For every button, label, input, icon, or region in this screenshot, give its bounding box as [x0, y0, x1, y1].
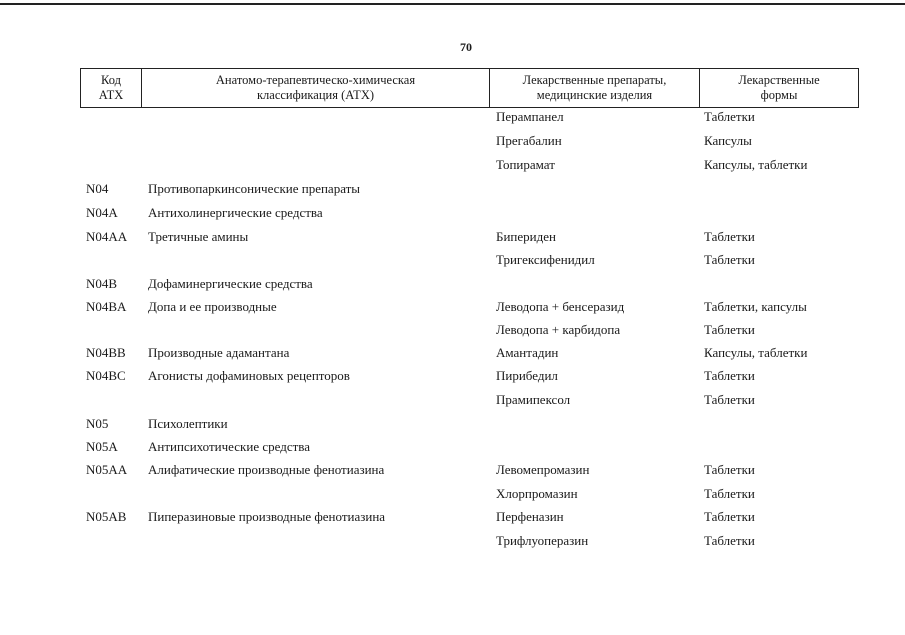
- row-form: Таблетки: [704, 109, 755, 124]
- row-form: Таблетки, капсулы: [704, 299, 807, 314]
- table-row: [0, 461, 905, 479]
- row-classification: Алифатические производные фенотиазина: [148, 462, 385, 477]
- row-classification: Агонисты дофаминовых рецепторов: [148, 368, 350, 383]
- row-drug: Пирибедил: [496, 368, 558, 383]
- row-form: Таблетки: [704, 252, 755, 267]
- row-form: Таблетки: [704, 368, 755, 383]
- row-classification: Антихолинергические средства: [148, 205, 323, 220]
- row-drug: Перампанел: [496, 109, 564, 124]
- header-classification: Анатомо-терапевтическо-химическая классификация (АТХ): [142, 69, 490, 107]
- table-row: [0, 344, 905, 362]
- table-row: [0, 180, 905, 198]
- row-drug: Бипериден: [496, 229, 556, 244]
- row-classification: Третичные амины: [148, 229, 249, 244]
- row-classification: Производные адамантана: [148, 345, 290, 360]
- table-row: [0, 508, 905, 526]
- row-form: Капсулы: [704, 133, 752, 148]
- table-row: [0, 108, 905, 126]
- header-forms: Лекарственные формы: [738, 73, 820, 102]
- row-classification: Противопаркинсонические препараты: [148, 181, 361, 196]
- row-drug: Прамипексол: [496, 392, 571, 407]
- row-drug: Тригексифенидил: [496, 252, 595, 267]
- row-classification: Антипсихотические средства: [148, 439, 311, 454]
- table-row: [0, 532, 905, 550]
- row-classification: Дофаминергические средства: [148, 276, 313, 291]
- row-form: Капсулы, таблетки: [704, 345, 808, 360]
- row-drug: Амантадин: [496, 345, 559, 360]
- row-drug: Хлорпромазин: [496, 486, 578, 501]
- row-classification: Пиперазиновые производные фенотиазина: [148, 509, 386, 524]
- row-form: Таблетки: [704, 486, 755, 501]
- row-code: N04BA: [86, 299, 127, 314]
- row-drug: Левомепромазин: [496, 462, 590, 477]
- row-code: N05A: [86, 439, 118, 454]
- row-drug: Прегабалин: [496, 133, 562, 148]
- row-form: Таблетки: [704, 462, 755, 477]
- row-drug: Трифлуоперазин: [496, 533, 589, 548]
- table-row: [0, 204, 905, 222]
- table-row: [0, 415, 905, 433]
- row-classification: Психолептики: [148, 416, 228, 431]
- row-code: N05: [86, 416, 109, 431]
- row-code: N04A: [86, 205, 118, 220]
- table-row: [0, 156, 905, 174]
- header-code: Код АТХ: [81, 69, 142, 107]
- table-row: [0, 367, 905, 385]
- row-form: Таблетки: [704, 229, 755, 244]
- header-drugs: Лекарственные препараты, медицинские изделия: [490, 69, 700, 107]
- row-drug: Леводопа + карбидопа: [496, 322, 621, 337]
- row-form: Таблетки: [704, 509, 755, 524]
- row-code: N05AB: [86, 509, 127, 524]
- table-row: [0, 275, 905, 293]
- row-code: N04: [86, 181, 109, 196]
- row-form: Таблетки: [704, 322, 755, 337]
- table-row: [0, 132, 905, 150]
- row-drug: Топирамат: [496, 157, 555, 172]
- table-row: [0, 438, 905, 456]
- row-code: N04BC: [86, 368, 126, 383]
- page-number: 70: [460, 40, 472, 54]
- table-row: [0, 391, 905, 409]
- row-form: Таблетки: [704, 533, 755, 548]
- table-row: [0, 298, 905, 316]
- row-form: Капсулы, таблетки: [704, 157, 808, 172]
- row-drug: Перфеназин: [496, 509, 564, 524]
- row-code: N04BB: [86, 345, 126, 360]
- row-code: N04B: [86, 276, 118, 291]
- row-code: N04AA: [86, 229, 128, 244]
- table-row: [0, 228, 905, 246]
- table-row: [0, 251, 905, 269]
- row-drug: Леводопа + бенсеразид: [496, 299, 625, 314]
- table-row: [0, 485, 905, 503]
- row-classification: Допа и ее производные: [148, 299, 277, 314]
- row-form: Таблетки: [704, 392, 755, 407]
- table-row: [0, 321, 905, 339]
- row-code: N05AA: [86, 462, 128, 477]
